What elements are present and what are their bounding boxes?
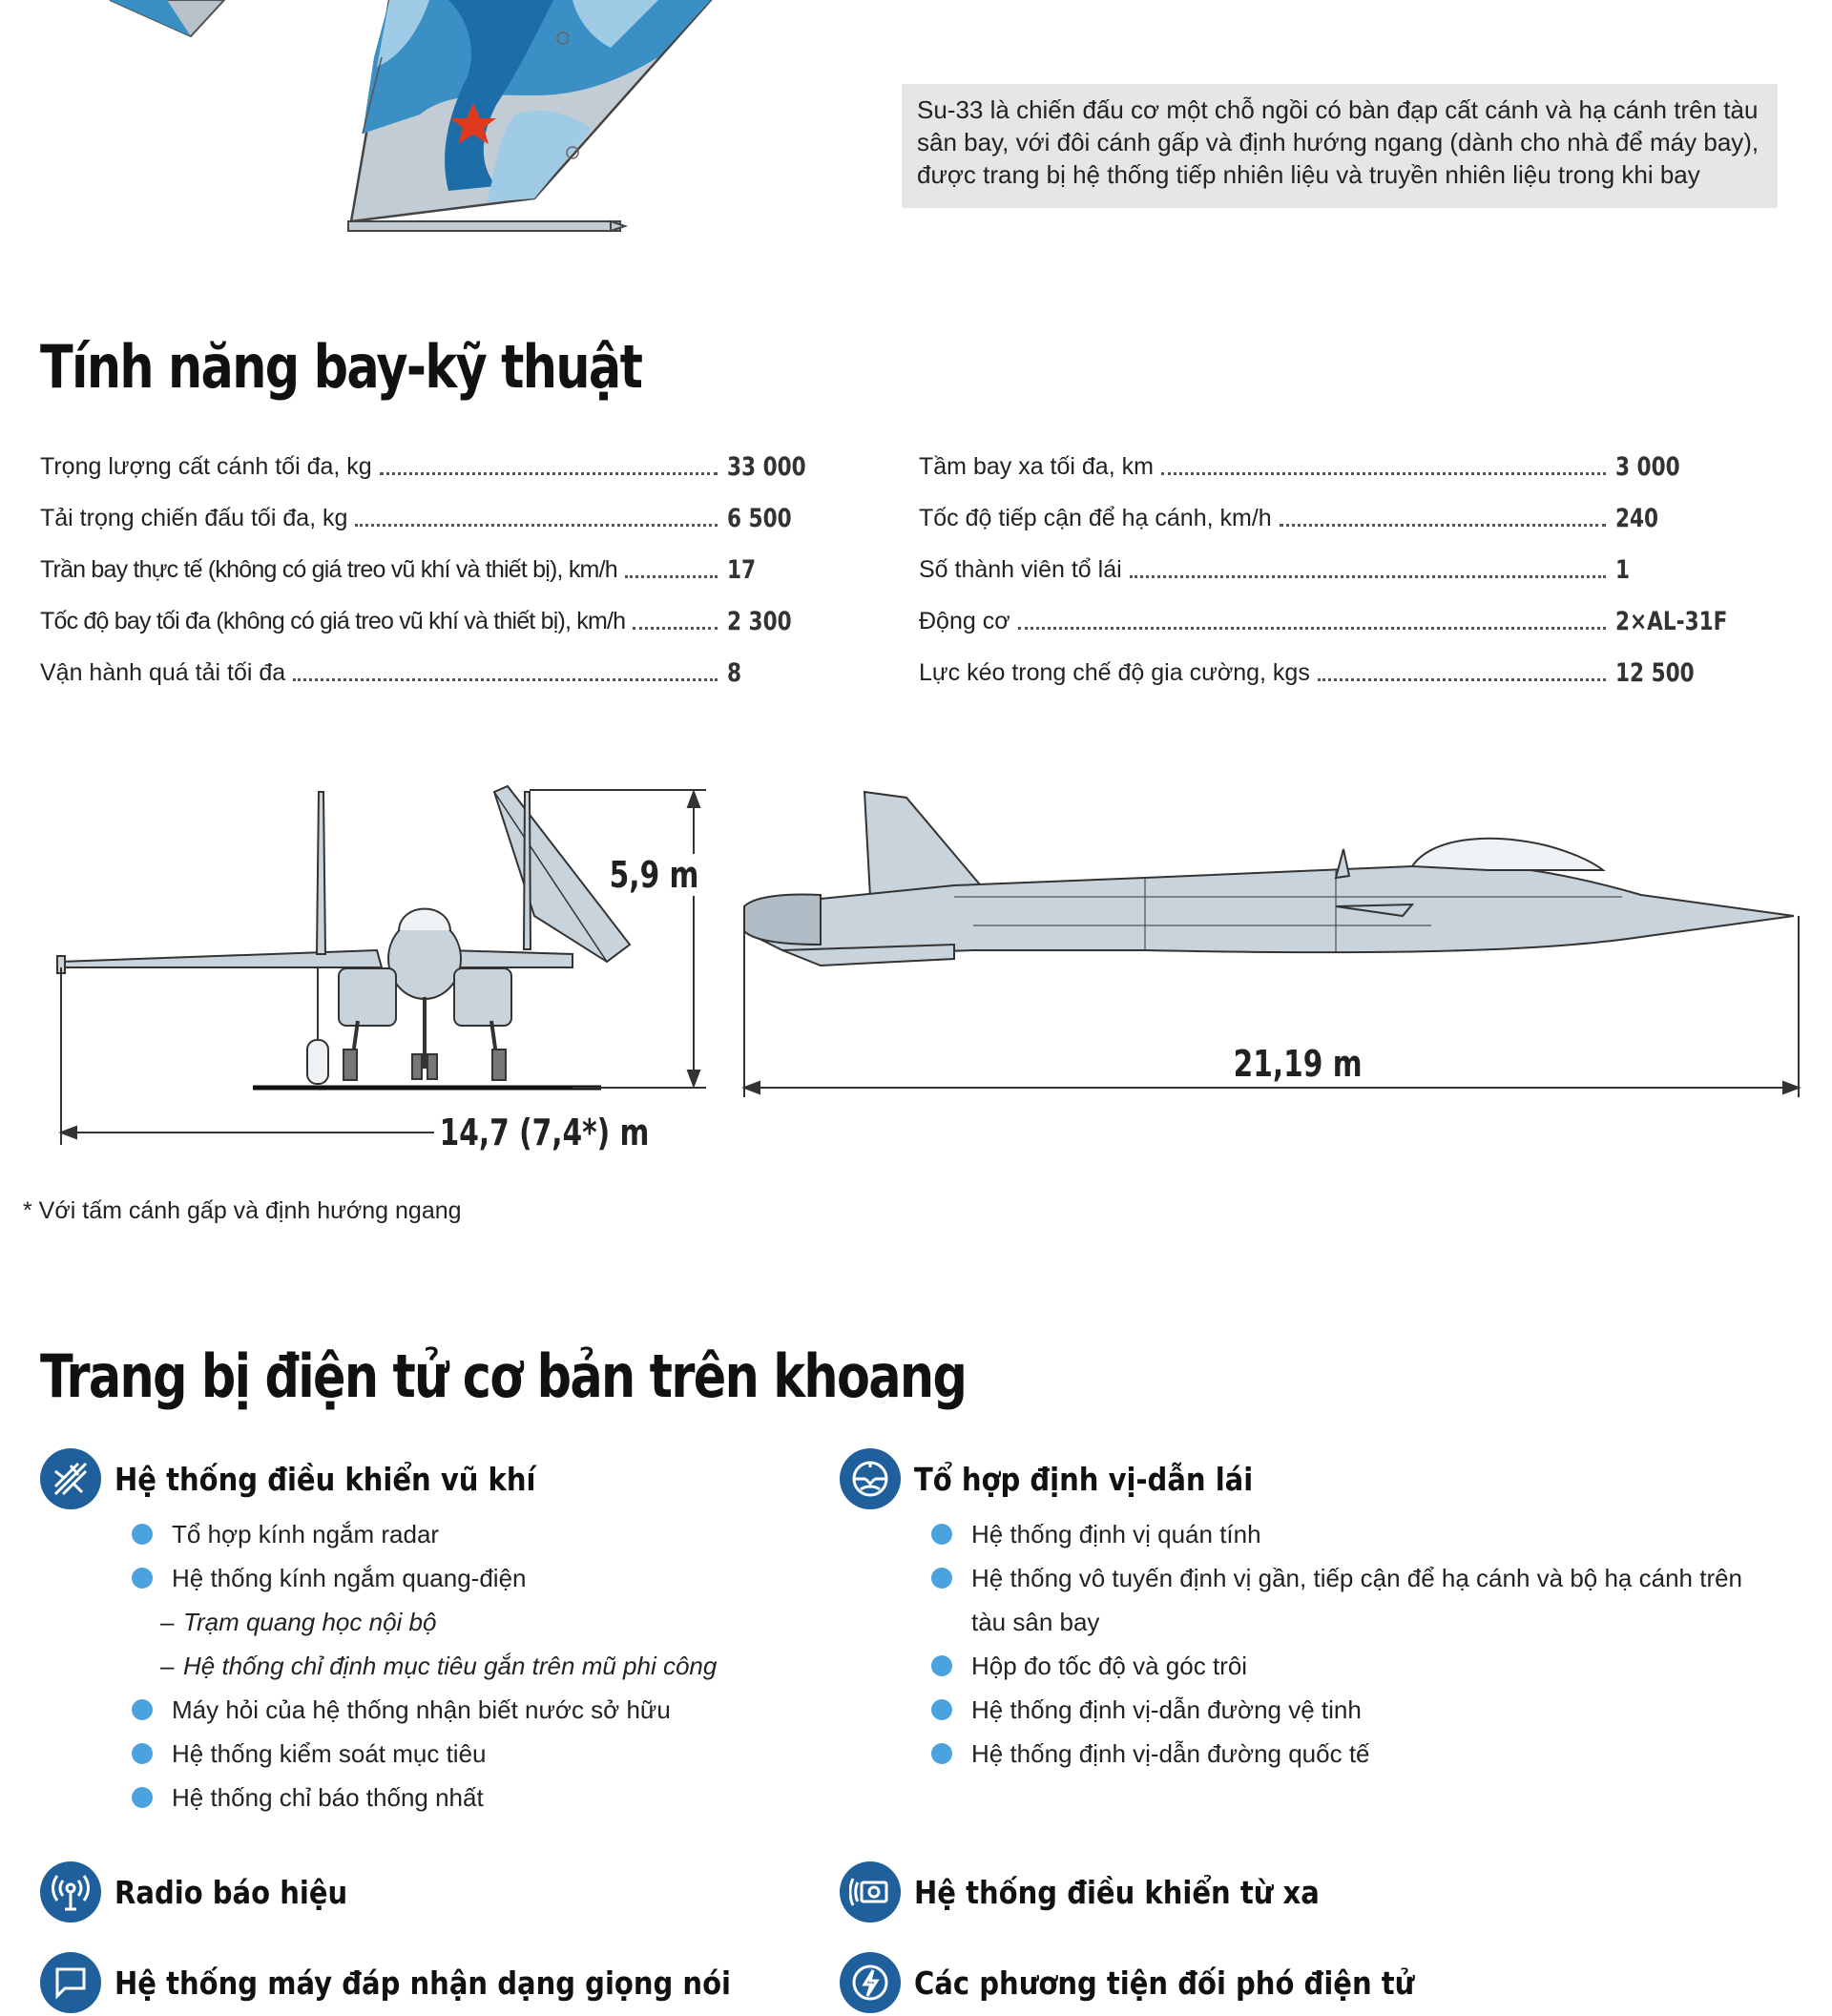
speech-bubble-icon <box>40 1952 101 2013</box>
lightning-icon <box>840 1952 901 2013</box>
span-label: 14,7 (7,4*) m <box>435 1112 654 1153</box>
list-item: Hệ thống kiểm soát mục tiêu <box>132 1732 842 1776</box>
length-label: 21,19 m <box>1229 1043 1366 1085</box>
spec-value: 2 300 <box>727 606 792 636</box>
section-title: Hệ thống điều khiển từ xa <box>914 1873 1320 1911</box>
avionics-title: Trang bị điện tử cơ bản trên khoang <box>40 1341 967 1411</box>
spec-label: Trần bay thực tế (không có giá treo vũ khí và thiết bị), km/h <box>40 556 625 584</box>
spec-row <box>919 544 1739 595</box>
list-item: Hệ thống chỉ báo thống nhất <box>132 1776 842 1819</box>
leader-dots <box>1161 472 1606 475</box>
section-weapons <box>40 1445 842 1819</box>
spec-label: Tải trọng chiến đấu tối đa, kg <box>40 505 355 532</box>
leader-dots <box>625 575 718 578</box>
list-subitem: – Hệ thống chỉ định mục tiêu gắn trên mũ phi công <box>132 1644 842 1688</box>
tail-fin-illustration <box>0 0 859 248</box>
section-remote <box>840 1859 1641 1925</box>
section-radio <box>40 1859 842 1925</box>
spec-row <box>919 492 1739 544</box>
specs-right-list <box>919 441 1739 698</box>
remote-control-icon <box>840 1861 901 1922</box>
section-header <box>840 1859 1641 1925</box>
spec-label: Tốc độ bay tối đa (không có giá treo vũ khí và thiết bị), km/h <box>40 608 633 635</box>
spec-value: 3 000 <box>1615 451 1680 482</box>
section-voice <box>40 1949 842 2016</box>
spec-label: Vận hành quá tải tối đa <box>40 659 293 687</box>
spec-label: Tầm bay xa tối đa, km <box>919 453 1161 481</box>
footnote: * Với tấm cánh gấp và định hướng ngang <box>23 1197 462 1224</box>
section-header <box>40 1445 842 1512</box>
spec-row <box>40 544 803 595</box>
spec-label: Lực kéo trong chế độ gia cường, kgs <box>919 659 1318 687</box>
spec-value: 17 <box>727 554 757 585</box>
leader-dots <box>1018 627 1606 630</box>
leader-dots <box>1130 575 1606 578</box>
spec-label: Số thành viên tổ lái <box>919 556 1130 584</box>
radio-beacon-icon <box>40 1861 101 1922</box>
list-subitem: – Trạm quang học nội bộ <box>132 1600 842 1644</box>
list-item: Hệ thống định vị-dẫn đường vệ tinh <box>931 1688 1771 1732</box>
leader-dots <box>293 678 718 681</box>
spec-row <box>40 595 803 647</box>
missile-rack-icon <box>40 1448 101 1509</box>
spec-value: 12 500 <box>1615 657 1695 688</box>
section-title: Hệ thống điều khiển vũ khí <box>114 1460 536 1498</box>
spec-label: Tốc độ tiếp cận để hạ cánh, km/h <box>919 505 1280 532</box>
spec-value: 33 000 <box>727 451 806 482</box>
specs-left-list <box>40 441 806 698</box>
list-item: Hệ thống vô tuyến định vị gần, tiếp cận để hạ cánh và bộ hạ cánh trên tàu sân bay <box>931 1556 1771 1644</box>
spec-label: Động cơ <box>919 608 1018 635</box>
spec-value: 8 <box>727 657 742 688</box>
spec-row <box>40 647 803 698</box>
section-header <box>40 1859 842 1925</box>
spec-label: Trọng lượng cất cánh tối đa, kg <box>40 453 380 481</box>
section-navigation <box>840 1445 1794 1776</box>
attitude-indicator-icon <box>840 1448 901 1509</box>
section-ecm <box>840 1949 1641 2016</box>
specs-title: Tính năng bay-kỹ thuật <box>40 332 642 402</box>
section-title: Các phương tiện đối phó điện tử <box>914 1964 1415 2002</box>
spec-value: 240 <box>1615 503 1659 533</box>
spec-value: 2×AL-31F <box>1615 606 1728 636</box>
navigation-list <box>840 1512 1771 1776</box>
leader-dots <box>380 472 718 475</box>
list-item: Tổ hợp kính ngắm radar <box>132 1512 842 1556</box>
list-item: Hệ thống kính ngắm quang-điện <box>132 1556 842 1600</box>
section-title: Radio báo hiệu <box>114 1873 348 1911</box>
section-header <box>840 1949 1641 2016</box>
list-item: Hệ thống định vị-dẫn đường quốc tế <box>931 1732 1771 1776</box>
leader-dots <box>1280 524 1606 527</box>
aircraft-description: Su-33 là chiến đấu cơ một chỗ ngồi có bàn đạp cất cánh và hạ cánh trên tàu sân bay, với đôi cánh gấp và định hướng ngang (dành cho nhà để máy bay), được trang bị hệ thống tiếp nhiên liệu và truyền nhiên liệu trong khi bay <box>902 84 1778 208</box>
section-title: Tổ hợp định vị-dẫn lái <box>914 1460 1254 1498</box>
spec-row <box>40 492 803 544</box>
list-item: Hộp đo tốc độ và góc trôi <box>931 1644 1771 1688</box>
list-item: Hệ thống định vị quán tính <box>931 1512 1771 1556</box>
dimensions-diagram <box>0 763 1832 1174</box>
front-view-drawing <box>57 786 630 1084</box>
spec-value: 1 <box>1615 554 1631 585</box>
spec-row <box>919 441 1739 492</box>
spec-row <box>919 595 1739 647</box>
section-header <box>840 1445 1794 1512</box>
list-item: Máy hỏi của hệ thống nhận biết nước sở hữu <box>132 1688 842 1732</box>
spec-row <box>40 441 806 492</box>
section-header <box>40 1949 842 2016</box>
spec-row <box>919 647 1739 698</box>
leader-dots <box>355 524 718 527</box>
side-view-drawing <box>744 792 1794 966</box>
spec-value: 6 500 <box>727 503 792 533</box>
leader-dots <box>633 627 718 630</box>
height-label: 5,9 m <box>605 854 703 896</box>
section-title: Hệ thống máy đáp nhận dạng giọng nói <box>114 1964 732 2002</box>
leader-dots <box>1318 678 1606 681</box>
weapons-list <box>40 1512 842 1819</box>
